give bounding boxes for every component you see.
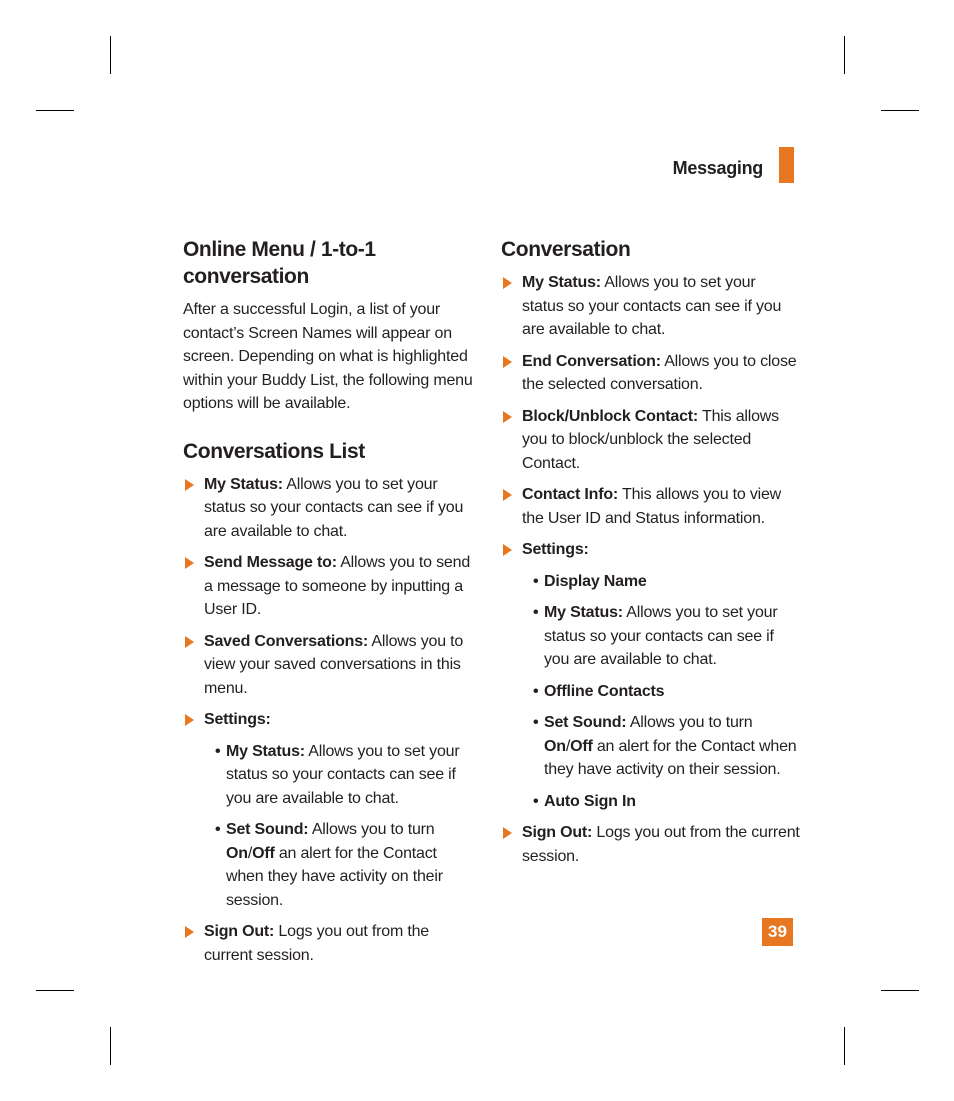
crop-mark: [881, 990, 919, 991]
item-term: Send Message to:: [204, 554, 337, 571]
item-text: Allows you to turn: [308, 821, 435, 838]
bullet: •: [533, 714, 539, 731]
item-term: Auto Sign In: [544, 792, 636, 810]
item-term: Settings:: [204, 711, 271, 728]
item-text: This allows you to block/unblock the selected Contact.: [522, 407, 779, 472]
arrow-icon: [185, 636, 194, 648]
list-item: [501, 405, 801, 476]
item-term: Sign Out:: [522, 824, 593, 841]
slash: /: [565, 737, 571, 755]
sub-list-item: [522, 711, 801, 782]
item-text: Allows you to set your status so your contacts can see if you are available to chat.: [204, 475, 464, 540]
item-text: Allows you to turn: [626, 714, 753, 731]
item-text: Allows you to send a message to someone by inputting a User ID.: [204, 554, 471, 618]
off-label: Off: [570, 737, 593, 755]
crop-mark: [881, 110, 919, 111]
item-text: Allows you to set your status so your contacts can see if you are available to chat.: [522, 274, 782, 338]
list-item: [183, 473, 478, 544]
item-term: Settings:: [522, 541, 589, 558]
crop-mark: [844, 1027, 845, 1065]
bullet: •: [215, 821, 221, 838]
crop-mark: [844, 36, 845, 74]
page-number: 39: [762, 918, 793, 946]
list-item: [501, 821, 801, 868]
section-tab: [779, 147, 794, 183]
item-text: Allows you to set your status so your contacts can see if you are available to chat.: [544, 604, 778, 668]
right-column: [501, 236, 801, 876]
item-term: Sign Out:: [204, 923, 275, 940]
item-text: Allows you to close the selected conversation.: [522, 352, 797, 393]
list-item: [501, 538, 801, 813]
bullet: •: [533, 572, 539, 590]
arrow-icon: [503, 356, 512, 368]
crop-mark: [36, 110, 74, 111]
arrow-icon: [503, 489, 512, 501]
sub-list-item: [204, 818, 478, 912]
heading-conversation: Conversation: [501, 238, 631, 261]
list-item: [501, 271, 801, 342]
settings-sublist: [522, 570, 801, 814]
item-term: My Status:: [226, 742, 305, 760]
list-item: [501, 350, 801, 397]
settings-sublist: [204, 740, 478, 913]
crop-mark: [110, 36, 111, 74]
list-item: [183, 920, 478, 967]
arrow-icon: [185, 557, 194, 569]
on-label: On: [226, 844, 248, 862]
heading-online-menu: Online Menu / 1-to-1 conversation: [183, 238, 376, 288]
bullet: •: [533, 792, 539, 810]
item-term: Block/Unblock Contact:: [522, 407, 699, 425]
item-term: Set Sound:: [226, 821, 309, 838]
item-term: Contact Info:: [522, 486, 619, 503]
arrow-icon: [503, 827, 512, 839]
crop-mark: [110, 1027, 111, 1065]
arrow-icon: [185, 926, 194, 938]
item-term: My Status:: [544, 604, 623, 621]
arrow-icon: [503, 411, 512, 423]
sub-list-item: [522, 601, 801, 672]
conversations-list-items: [183, 473, 478, 968]
item-term: Saved Conversations:: [204, 632, 369, 650]
sub-list-item: [522, 570, 801, 594]
bullet: •: [533, 604, 539, 621]
bullet: •: [215, 742, 221, 760]
left-column: [183, 236, 478, 975]
item-text: This allows you to view the User ID and Status information.: [522, 486, 782, 527]
bullet: •: [533, 682, 539, 700]
list-item: [183, 630, 478, 701]
item-text: an alert for the Contact when they have activity on their session.: [544, 737, 797, 778]
item-text: Allows you to set your status so your contacts can see if you are available to chat.: [226, 742, 460, 807]
item-term: Offline Contacts: [544, 682, 665, 700]
item-text: Logs you out from the current session.: [522, 824, 800, 865]
item-term: Set Sound:: [544, 714, 627, 731]
intro-paragraph: After a successful Login, a list of your contact’s Screen Names will appear on screen. Depending on what is highlighted within your Buddy List, the following menu options will be available.: [183, 301, 473, 412]
conversation-items: [501, 271, 801, 868]
sub-list-item: [204, 740, 478, 811]
list-item: [501, 483, 801, 530]
list-item: [183, 708, 478, 912]
item-term: Display Name: [544, 572, 647, 590]
arrow-icon: [185, 479, 194, 491]
sub-list-item: [522, 790, 801, 814]
list-item: [183, 551, 478, 622]
item-text: an alert for the Contact when they have activity on their session.: [226, 844, 443, 909]
off-label: Off: [252, 844, 275, 862]
arrow-icon: [503, 544, 512, 556]
item-term: My Status:: [522, 274, 601, 291]
arrow-icon: [503, 277, 512, 289]
crop-mark: [36, 990, 74, 991]
on-label: On: [544, 737, 566, 755]
slash: /: [247, 844, 253, 862]
item-text: Logs you out from the current session.: [204, 923, 429, 964]
item-term: My Status:: [204, 475, 283, 493]
heading-conversations-list: Conversations List: [183, 439, 365, 463]
section-title: Messaging: [672, 158, 763, 178]
arrow-icon: [185, 714, 194, 726]
sub-list-item: [522, 680, 801, 704]
item-term: End Conversation:: [522, 352, 661, 370]
item-text: Allows you to view your saved conversations in this menu.: [204, 632, 464, 697]
